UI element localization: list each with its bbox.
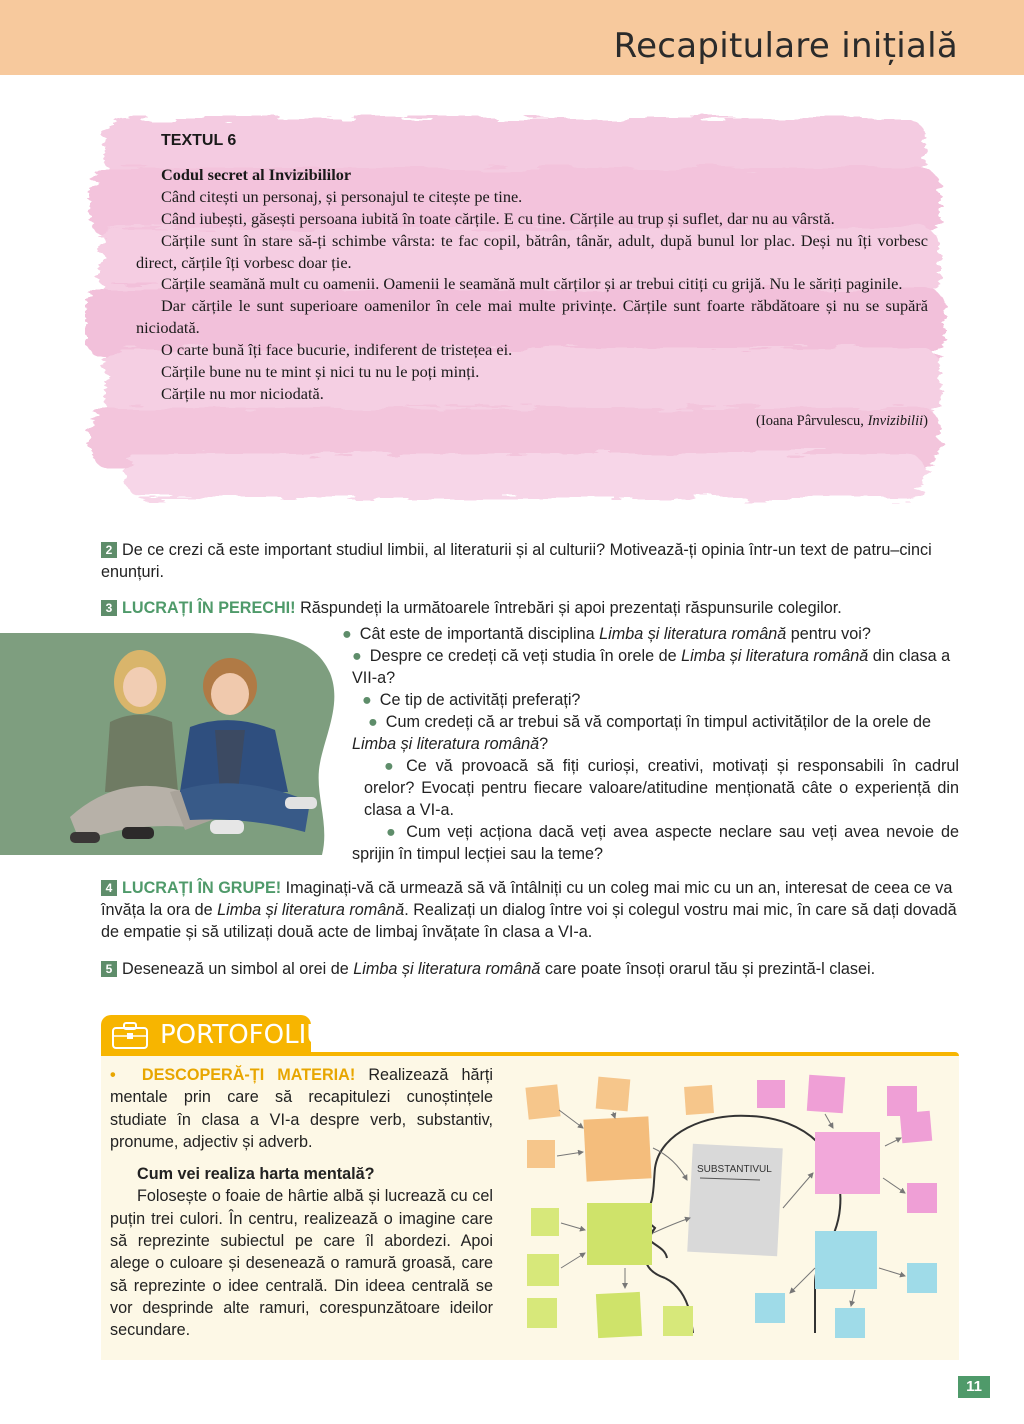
students-photo — [60, 642, 322, 850]
exercise-number: 3 — [101, 600, 117, 616]
source-work: Invizibilii — [867, 412, 924, 429]
exercise-number: 5 — [101, 961, 117, 977]
question-text: Ce tip de activități preferați? — [379, 691, 581, 709]
question-text: Cum credeți că ar trebui să vă comportați în timpul activităților de la orele de — [385, 713, 932, 731]
pair-work-label: LUCRAȚI ÎN PERECHI! — [122, 599, 296, 617]
exercise-text: Răspundeți la următoarele întrebări și apoi prezentați răspunsurile colegilor. — [295, 599, 842, 617]
exercise-number: 2 — [101, 542, 117, 558]
bullet-icon: ● — [384, 757, 399, 775]
text6-paragraph: Cărțile bune nu te mint și nici tu nu le poți minți. — [161, 362, 480, 382]
portfolio-intro — [110, 1064, 493, 1153]
exercise-text: De ce crezi că este important studiul limbii, al literaturii și al culturii? Motivează-ți opinia într-un text de patru–cinci enunțuri. — [101, 541, 932, 581]
bullet-icon: ● — [352, 647, 362, 665]
exercise-3 — [101, 597, 959, 619]
exercise-text: Desenează un simbol al orei de — [122, 960, 354, 978]
bullet-icon: ● — [342, 625, 352, 643]
portfolio-content — [110, 1064, 493, 1342]
exercise-text: care poate însoți orarul tău și prezintă-l clasei. — [540, 960, 876, 978]
question-text: din clasa a VII-a? — [352, 647, 951, 687]
question-item — [322, 645, 959, 689]
source-author: (Ioana Pârvulescu, — [756, 412, 868, 429]
exercise-text: . Realizați un dialog între voi și colegul vostru mai mic, în care să dați dovadă de empatie și să utilizați două acte de limbaj învățate în clasa a VI-a. — [101, 901, 957, 941]
group-work-label: LUCRAȚI ÎN GRUPE! — [122, 879, 282, 897]
question-item — [322, 821, 959, 865]
portfolio-intro-text: Realizează hărți mentale prin care să recapitulezi cunoștințele studiate în clasa a VI-a despre verb, substantiv, pronume, adjectiv și adverb. — [110, 1066, 493, 1151]
chapter-title: Recapitulare inițială — [613, 26, 958, 66]
bullet-icon: • — [110, 1066, 142, 1084]
text6-label: TEXTUL 6 — [161, 132, 237, 149]
source-close: ) — [923, 412, 928, 429]
briefcase-icon — [110, 1020, 150, 1050]
bullet-icon: ● — [368, 713, 378, 731]
exercise-text: Imaginați-vă că urmează să vă întâlniți cu un coleg mai mic cu un an, interesat de ceea ce va învăța la ora de — [101, 879, 953, 919]
page-number: 11 — [958, 1376, 990, 1398]
question-text: Ce vă provoacă să fiți curioși, creativi, motivați și responsabili în cadrul orelor? Evocați pentru fiecare valoare/atitudine menționată câte o experiență din clasa a VI-a. — [364, 757, 959, 819]
mind-map-center-label: SUBSTANTIVUL — [697, 1164, 772, 1175]
exercise-5 — [101, 958, 959, 980]
discover-label: DESCOPERĂ-ȚI MATERIA! — [141, 1066, 356, 1084]
question-item — [322, 623, 959, 645]
portfolio-title: PORTOFOLIU — [160, 1020, 326, 1050]
text6-paragraph: Când iubești, găsești persoana iubită în toate cărțile. E cu tine. Cărțile au trup și suflet, dar nu au vârstă. — [161, 208, 835, 228]
portfolio-question: Cum vei realiza harta mentală? — [137, 1165, 375, 1184]
question-item — [322, 711, 959, 755]
question-italic: Limba și literatura română — [599, 625, 787, 643]
question-text: ? — [539, 735, 549, 753]
exercise-3-questions — [322, 623, 959, 865]
text6-paragraph: O carte bună îți face bucurie, indiferent de tristețea ei. — [161, 340, 513, 360]
question-italic: Limba și literatura română — [681, 647, 869, 665]
question-text: Cum veți acționa dacă veți avea aspecte neclare sau veți avea nevoie de sprijin în timpul lecției sau la teme? — [352, 823, 959, 863]
text6-paragraph: Când citești un personaj, și personajul te citește pe tine. — [161, 186, 523, 206]
text6-paragraph: Dar cărțile le sunt superioare oamenilor în cele mai multe privințe. Cărțile sunt foarte răbdătoare și nu se supără niciodată. — [136, 296, 928, 338]
exercise-number: 4 — [101, 880, 117, 896]
bullet-icon: ● — [386, 823, 399, 841]
text6-paragraph: Cărțile nu mor niciodată. — [161, 383, 324, 403]
text6-content — [136, 130, 928, 433]
question-text: Despre ce credeți că veți studia în orele de — [369, 647, 682, 665]
text6-source — [136, 411, 928, 433]
text6-title: Codul secret al Invizibililor — [161, 164, 352, 184]
mind-map-illustration — [515, 1068, 955, 1353]
page-header — [0, 0, 1024, 75]
bullet-icon: ● — [362, 691, 372, 709]
portfolio-body: Folosește o foaie de hârtie albă și lucrează cu cel puțin trei culori. În centru, realizează o imagine care să reprezinte subiectul pe care îl abordezi. Apoi alege o culoare și desenează o ramură groasă, care să reprezinte o idee centrală. Din ideea centrală se vor desprinde alte ramuri, corespunzătoare ideilor secundare. — [110, 1187, 493, 1340]
text6-paragraph: Cărțile seamănă mult cu oamenii. Oamenii le seamănă mult cărților și ar trebui citiți cu grijă. Nu le săriți paginile. — [161, 274, 903, 294]
question-text: pentru voi? — [786, 625, 871, 643]
question-text: Cât este de importantă disciplina — [359, 625, 600, 643]
exercise-italic: Limba și literatura română — [217, 901, 405, 919]
exercise-2 — [101, 539, 959, 583]
question-item — [322, 755, 959, 821]
exercise-4 — [101, 877, 959, 943]
text6-paragraph: Cărțile sunt în stare să-ți schimbe vârsta: te fac copil, bătrân, tânăr, adult, după bunul lor plac. Deși nu îți vorbesc direct, cărțile îți vorbesc doar ție. — [136, 230, 928, 272]
question-item — [322, 689, 959, 711]
exercise-italic: Limba și literatura română — [353, 960, 541, 978]
question-italic: Limba și literatura română — [352, 735, 540, 753]
